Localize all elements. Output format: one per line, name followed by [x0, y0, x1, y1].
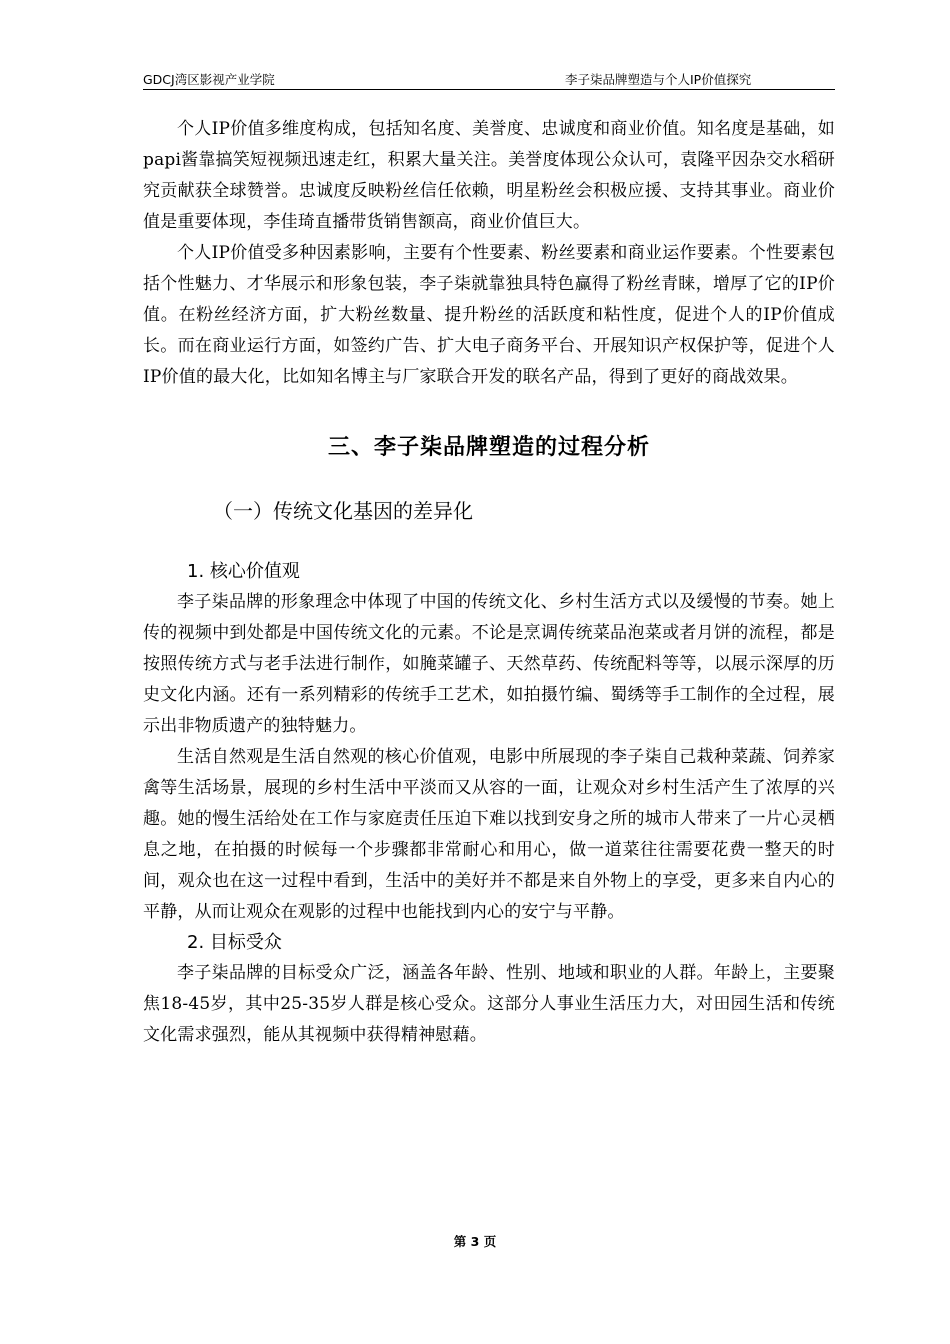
point-heading-core-values: 1. 核心价值观 — [187, 561, 300, 582]
subsection-heading: （一）传统文化基因的差异化 — [213, 499, 473, 523]
point-heading-target-audience: 2. 目标受众 — [187, 932, 282, 953]
paragraph-natural-life: 生活自然观是生活自然观的核心价值观，电影中所展现的李子柒自己栽种菜蔬、饲养家禽等生活场景，展现的乡村生活中平淡而又从容的一面，让观众对乡村生活产生了浓厚的兴趣。她的慢生活给处在工作与家庭责任压迫下难以找到安身之所的城市人带来了一片心灵栖息之地，在拍摄的时候每一个步骤都非常耐心和用心，做一道菜往往需要花费一整天的时间，观众也在这一过程中看到，生活中的美好并不都是来自外物上的享受，更多来自内心的平静，从而让观众在观影的过程中也能找到内心的安宁与平静。 — [143, 747, 835, 922]
page-number: 第 3 页 — [453, 1234, 497, 1249]
paragraph-traditional-culture: 李子柒品牌的形象理念中体现了中国的传统文化、乡村生活方式以及缓慢的节奏。她上传的视频中到处都是中国传统文化的元素。不论是烹调传统菜品泡菜或者月饼的流程，都是按照传统方式与老手法进行制作，如腌菜罐子、天然草药、传统配料等等，以展示深厚的历史文化内涵。还有一系列精彩的传统手工艺术，如拍摄竹编、蜀绣等手工制作的全过程，展示出非物质遗产的独特魅力。 — [143, 592, 835, 736]
page-body — [143, 114, 835, 1051]
header-school-name: GDCJ湾区影视产业学院 — [143, 72, 275, 87]
header-document-title: 李子柒品牌塑造与个人IP价值探究 — [565, 72, 752, 87]
paragraph-ip-value-dimensions: 个人IP价值多维度构成，包括知名度、美誉度、忠诚度和商业价值。知名度是基础，如papi酱靠搞笑短视频迅速走红，积累大量关注。美誉度体现公众认可，袁隆平因杂交水稻研究贡献获全球赞誉。忠诚度反映粉丝信任依赖，明星粉丝会积极应援、支持其事业。商业价值是重要体现，李佳琦直播带货销售额高，商业价值巨大。 — [143, 119, 835, 232]
header-divider — [143, 89, 835, 90]
section-heading: 三、李子柒品牌塑造的过程分析 — [327, 435, 650, 460]
paragraph-ip-value-factors: 个人IP价值受多种因素影响，主要有个性要素、粉丝要素和商业运作要素。个性要素包括个性魅力、才华展示和形象包装，李子柒就靠独具特色赢得了粉丝青睐，增厚了它的IP价值。在粉丝经济方面，扩大粉丝数量、提升粉丝的活跃度和粘性度，促进个人的IP价值成长。而在商业运行方面，如签约广告、扩大电子商务平台、开展知识产权保护等，促进个人IP价值的最大化，比如知名博主与厂家联合开发的联名产品，得到了更好的商战效果。 — [143, 243, 835, 387]
paragraph-target-audience: 李子柒品牌的目标受众广泛，涵盖各年龄、性别、地域和职业的人群。年龄上，主要聚焦18-45岁，其中25-35岁人群是核心受众。这部分人事业生活压力大，对田园生活和传统文化需求强烈，能从其视频中获得精神慰藉。 — [143, 963, 835, 1045]
